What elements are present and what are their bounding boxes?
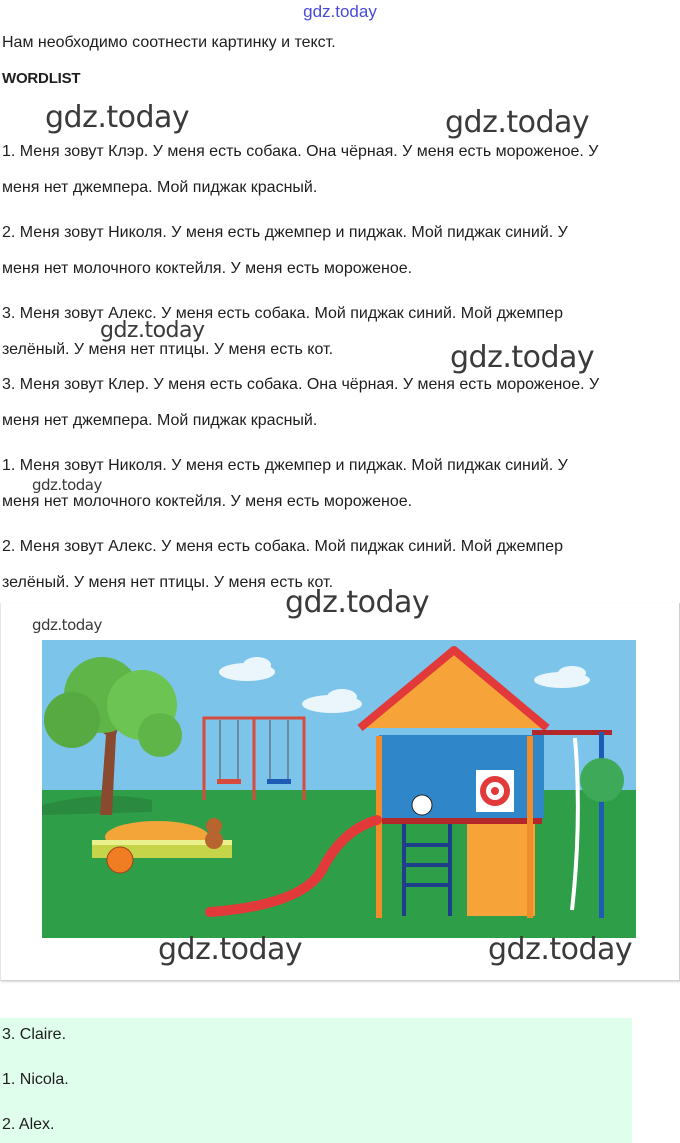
wordlist-heading: WORDLIST <box>2 70 81 87</box>
paragraph-line: меня нет молочного коктейля. У меня есть мороженое. <box>2 493 413 510</box>
watermark-text: gdz.today <box>158 932 303 967</box>
paragraph-line: зелёный. У меня нет птицы. У меня есть кот. <box>2 341 334 358</box>
watermark-text: gdz.today <box>100 318 205 343</box>
playground-illustration <box>42 640 636 938</box>
answer-item: 1. Nicola. <box>2 1071 69 1088</box>
paragraph <box>2 448 672 520</box>
paragraph-line: 1. Меня зовут Клэр. У меня есть собака. Она чёрная. У меня есть мороженое. У <box>2 143 599 160</box>
paragraph-line: 3. Меня зовут Алекс. У меня есть собака. Мой пиджак синий. Мой джемпер <box>2 305 563 322</box>
answer-box <box>0 1018 632 1143</box>
paragraph-line: 3. Меня зовут Клер. У меня есть собака. Она чёрная. У меня есть мороженое. У <box>2 376 600 393</box>
paragraph <box>2 367 672 439</box>
watermark-text: gdz.today <box>445 105 590 140</box>
paragraph-line: меня нет джемпера. Мой пиджак красный. <box>2 179 318 196</box>
top-watermark-link[interactable]: gdz.today <box>303 2 377 21</box>
watermark-text: gdz.today <box>32 616 102 634</box>
intro-text: Нам необходимо соотнести картинку и текст. <box>2 34 336 51</box>
paragraph-line: 1. Меня зовут Николя. У меня есть джемпер и пиджак. Мой пиджак синий. У <box>2 457 568 474</box>
answer-item: 3. Claire. <box>2 1026 67 1043</box>
paragraph-line: зелёный. У меня нет птицы. У меня есть кот. <box>2 574 334 591</box>
watermark-text: gdz.today <box>45 100 190 135</box>
paragraph-line: меня нет джемпера. Мой пиджак красный. <box>2 412 318 429</box>
answer-item: 2. Alex. <box>2 1116 55 1133</box>
paragraph-line: 2. Меня зовут Алекс. У меня есть собака. Мой пиджак синий. Мой джемпер <box>2 538 563 555</box>
watermark-text: gdz.today <box>488 932 633 967</box>
watermark-text: gdz.today <box>32 476 102 494</box>
paragraph <box>2 215 672 287</box>
paragraph <box>2 134 672 206</box>
watermark-text: gdz.today <box>450 340 595 375</box>
paragraph-line: 2. Меня зовут Николя. У меня есть джемпер и пиджак. Мой пиджак синий. У <box>2 224 568 241</box>
paragraph-line: меня нет молочного коктейля. У меня есть мороженое. <box>2 260 413 277</box>
watermark-text: gdz.today <box>285 585 430 620</box>
